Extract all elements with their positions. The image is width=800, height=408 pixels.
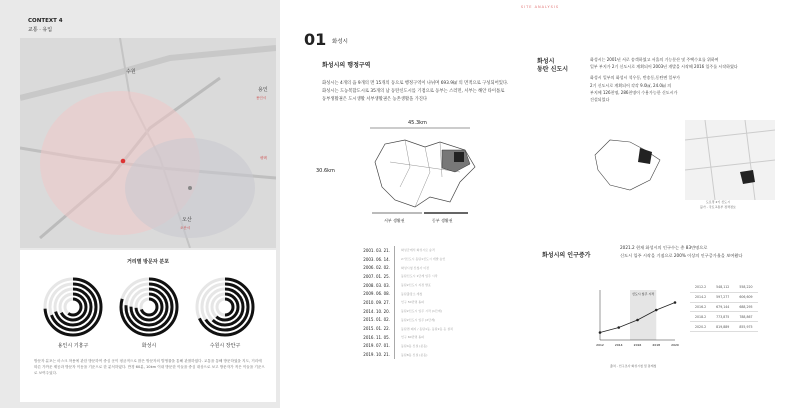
admin-text-line: 동부생활권은 도시생활 서부생활권은 농촌생활을 가진다: [322, 97, 428, 102]
hwaseong-district-map: [370, 132, 480, 212]
legend-west: 서부 생활권: [384, 218, 405, 223]
timeline-divider: [394, 272, 395, 281]
table-cell-value: 788,867: [734, 312, 757, 322]
timeline-event: 화성군에서 화성시로 승격: [401, 248, 435, 253]
data-point: [655, 309, 658, 312]
legend-bar-east: [424, 212, 468, 214]
data-point: [636, 319, 639, 322]
map-label-pyeongtaek: 평택: [260, 156, 267, 160]
timeline-divider: [394, 263, 395, 272]
map-sublabel-osan: 오산시: [180, 226, 191, 230]
population-text: [620, 244, 790, 260]
visitor-distribution-panel: [20, 250, 276, 402]
x-tick-label: 2020: [671, 343, 679, 347]
timeline-row: [350, 342, 490, 351]
dongtan-text-line: 일부 부지가 2기 신도시로 계획되어 2003년 개발을 시작해 2016 입주를 시작하였다: [590, 64, 738, 70]
timeline-date: 2001. 03. 21.: [363, 247, 390, 253]
admin-title: 화성시의 행정구역: [322, 62, 371, 69]
dongtan-text-line: 화성시 일부의 화성시 석우동, 반송동,동탄면 일부가: [590, 75, 681, 81]
section-subtitle: 화성시: [332, 39, 348, 45]
timeline-divider: [394, 289, 395, 298]
timeline-event: 동탄2신도시 입주 (2단계): [401, 317, 436, 322]
history-timeline: [350, 246, 490, 359]
timeline-date: 2019. 07. 01.: [363, 343, 390, 349]
timeline-divider: [394, 246, 395, 255]
timeline-event: 동탄2신도시 지정 발표: [401, 283, 431, 288]
data-point: [674, 301, 677, 304]
timeline-date: 2006. 02. 02.: [363, 265, 390, 271]
map-width-label: 45.3km: [408, 120, 427, 126]
timeline-divider: [394, 281, 395, 290]
highlight-label: 신도시 입주 시작: [632, 292, 655, 296]
table-cell-year: 2012.2: [690, 283, 711, 292]
data-point: [599, 331, 602, 334]
left-panel: [0, 0, 278, 408]
x-tick-label: 2014: [614, 343, 623, 347]
x-tick-label: 2016: [633, 343, 642, 347]
timeline-event: 동탄4동 신설 (분동): [401, 343, 428, 348]
dongtan-detail-map: [685, 120, 775, 200]
timeline-row: [350, 298, 490, 307]
timeline-row: [350, 255, 490, 264]
table-row: [690, 302, 758, 312]
map-caption: 도로경 2기 신도시 불가 - 국토교통부 정책정보: [700, 200, 736, 209]
table-cell-value: 773,875: [711, 312, 734, 322]
timeline-date: 2016. 11. 05.: [363, 334, 390, 340]
table-cell-value: 688,295: [734, 302, 757, 312]
donut-label-2: 화성시: [141, 343, 157, 349]
timeline-divider: [394, 350, 395, 359]
map-svg: [20, 38, 276, 248]
dongtan-text-line: 건설되었다: [590, 97, 610, 103]
table-cell-value: 558,220: [734, 283, 757, 292]
table-row: [690, 283, 758, 292]
table-cell-value: 548,112: [711, 283, 734, 292]
x-tick-label: 2018: [652, 343, 661, 347]
timeline-row: [350, 289, 490, 298]
timeline-divider: [394, 333, 395, 342]
map-sublabel-yongin: 용인시: [256, 96, 267, 100]
timeline-event: 인구 50만명 돌파: [401, 300, 425, 305]
population-title: 화성시의 인구증가: [542, 252, 591, 259]
width-dimension-line: [370, 126, 470, 130]
table-cell-year: 2020.2: [690, 322, 711, 332]
donut-title: 거리별 방문자 분포: [126, 259, 170, 265]
timeline-row: [350, 272, 490, 281]
timeline-date: 2010. 09. 27.: [363, 299, 390, 305]
population-chart: [590, 285, 680, 355]
timeline-divider: [394, 324, 395, 333]
timeline-row: [350, 263, 490, 272]
table-cell-year: 2016.2: [690, 302, 711, 312]
table-row: [690, 312, 758, 322]
legend-bar-west: [372, 212, 422, 214]
timeline-row: [350, 307, 490, 316]
map-height-label: 30.6km: [316, 168, 335, 174]
admin-text-line: 화성시는 4개의 읍 9개의 면 15개의 동으로 행정구역이 나뉘며 693.9㎢ 의 면적으로 구성되어있다.: [322, 81, 509, 86]
timeline-row: [350, 281, 490, 290]
population-text-line: 2021.2 현재 화성시의 인구수는 총 83만명으로: [620, 245, 708, 250]
timeline-row: [350, 246, 490, 255]
admin-text-line: 화성시는 도농복합도시로 35개의 남 동탄신도시를 기점으로 동부는 스러먼, 서부는 해안 타이틀로: [322, 89, 505, 94]
timeline-date: 2009. 06. 08.: [363, 291, 390, 297]
dongtan-text-line: 2기 신도시로 계획되어 각각 9.0㎢, 24.0㎢ 의: [590, 82, 672, 88]
regional-map: [20, 38, 276, 248]
timeline-date: 2019. 10. 21.: [363, 352, 390, 358]
chart-caption: 출처 - 인구조사 화성시청 및 통계청: [610, 364, 657, 368]
timeline-divider: [394, 307, 395, 316]
timeline-date: 2015. 01. 22.: [363, 326, 390, 332]
table-row: [690, 322, 758, 332]
timeline-date: 2015. 01. 02.: [363, 317, 390, 323]
admin-text: [322, 80, 532, 104]
timeline-event: 동탄출장소 개청: [401, 291, 423, 296]
dongtan-title: 화성시 동탄 신도시: [537, 58, 569, 73]
donut-label-3: 수원시 장안구: [209, 343, 241, 349]
timeline-date: 2014. 10. 20.: [363, 308, 390, 314]
timeline-event: 화성시청 신청사 이전: [401, 265, 429, 270]
table-cell-value: 679,144: [711, 302, 734, 312]
map-label-osan: 오산: [182, 217, 192, 223]
section-number: 01: [304, 30, 327, 49]
highlight-region: [630, 290, 656, 340]
donut-label-1: 용인시 기흥구: [57, 343, 89, 349]
data-point: [617, 326, 620, 329]
donut-chart-2: [118, 276, 180, 338]
timeline-divider: [394, 255, 395, 264]
timeline-row: [350, 350, 490, 359]
table-cell-year: 2018.2: [690, 312, 711, 322]
timeline-row: [350, 316, 490, 325]
map-label-yongin: 용인: [258, 87, 268, 93]
timeline-event: 동탄2신도시 입주 시작 (1단계): [401, 309, 442, 314]
map-label-suwon: 수원: [126, 69, 136, 75]
analysis-paragraph: 방문자 분포는 마스크 착용에 관한 방문하여 중심 곳이 평균적으로 많은 방문자의 발생률을 통해 관찰하였다. 교통을 통해 방문하였을 지도, 거리에 따른 가까운 제공과 방문자 이동을 기준으로 한 분석하였다. 반경 60분, 10km 이내 방문한 이들을 중심 대상으로 보고 방문자가 적은 이들을 기준으로 보여주었다.: [34, 359, 265, 375]
donut-chart-3: [194, 276, 256, 338]
dongtan-text: [590, 56, 790, 103]
timeline-date: 2008. 03. 03.: [363, 282, 390, 288]
timeline-event: 동탄신도시 1단계 입주 시작: [401, 274, 438, 279]
context-title: CONTEXT 4: [28, 18, 63, 24]
timeline-event: 동탄8동 신설 (분동): [401, 352, 428, 357]
timeline-event: 2기신도시 동탄1신도시 개발 승인: [401, 257, 446, 262]
population-text-line: 신도시 입주 시작을 기점으로 200% 이상의 인구증가율을 보여왔다: [620, 253, 743, 258]
timeline-divider: [394, 298, 395, 307]
dongtan-location-map: [590, 130, 670, 200]
population-table: [690, 283, 758, 332]
timeline-event: 인구 60만명 돌파: [401, 335, 425, 340]
timeline-event: 동탄면 폐지 / 동탄1동, 동탄2동 등 설치: [401, 326, 454, 331]
timeline-row: [350, 324, 490, 333]
timeline-divider: [394, 316, 395, 325]
right-panel: [280, 0, 800, 408]
timeline-divider: [394, 342, 395, 351]
table-cell-value: 597,277: [711, 292, 734, 302]
table-row: [690, 292, 758, 302]
timeline-date: 2003. 06. 14.: [363, 256, 390, 262]
timeline-date: 2007. 01. 25.: [363, 273, 390, 279]
dongtan-text-line: 부지에 126천명, 286천명이 수용가능한 신도시가: [590, 89, 678, 95]
x-tick-label: 2012: [596, 343, 604, 347]
donut-chart-1: [42, 276, 104, 338]
table-cell-year: 2014.2: [690, 292, 711, 302]
context-subtitle: 교통 · 유입: [28, 27, 53, 33]
table-cell-value: 819,889: [711, 322, 734, 332]
site-analysis-label: SITE ANALYSIS: [520, 5, 560, 9]
table-cell-value: 855,975: [734, 322, 757, 332]
dongtan-text-line: 화성시는 2001년 서로 송객하였고 서울의 기능분산 및 주택수요를 위하여: [590, 57, 719, 62]
table-cell-value: 606,609: [734, 292, 757, 302]
timeline-row: [350, 333, 490, 342]
legend-east: 동부 생활권: [432, 218, 453, 223]
